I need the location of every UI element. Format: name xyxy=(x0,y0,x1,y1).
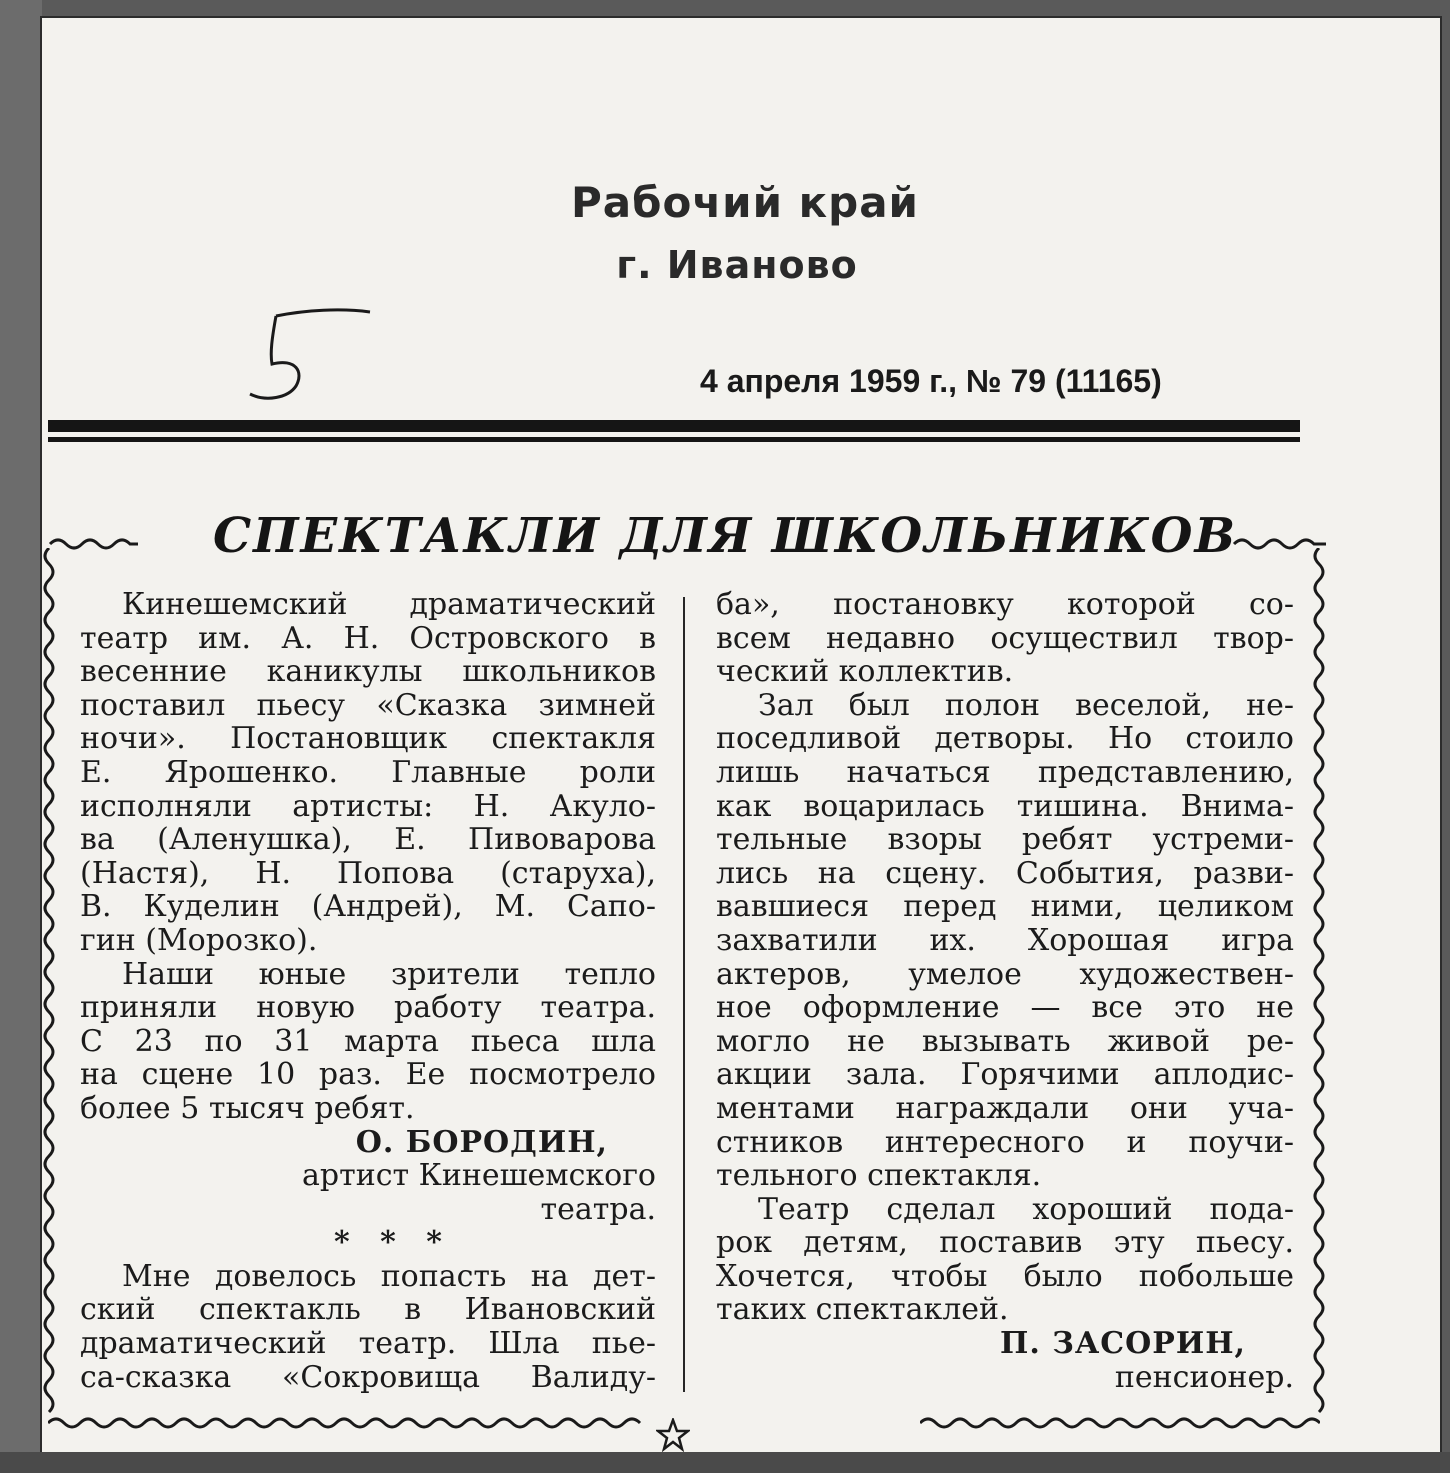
text-line: театр им. А. Н. Островского в xyxy=(80,620,656,656)
article-column-2 xyxy=(716,588,1294,1394)
text-line: поседливой детворы. Но стоило xyxy=(716,721,1294,757)
issue-date-number: 4 апреля 1959 г., № 79 (11165) xyxy=(700,363,1162,399)
text-line: тельные взоры ребят устреми- xyxy=(716,822,1294,858)
text-line: са-сказка «Сокровища Валиду- xyxy=(80,1359,656,1395)
wavy-border-bottom-right xyxy=(920,1410,1320,1436)
wavy-border-left xyxy=(36,548,62,1418)
article-column-1 xyxy=(80,588,656,1394)
text-line: Зал был полон веселой, не- xyxy=(758,687,1294,723)
text-line: могло не вызывать живой ре- xyxy=(716,1023,1294,1059)
text-line: акции зала. Горячими аплодис- xyxy=(716,1057,1294,1093)
text-line: весенние каникулы школьников xyxy=(80,654,656,690)
text-line: тельного спектакля. xyxy=(716,1158,1042,1194)
text-line: В. Куделин (Андрей), М. Сапо- xyxy=(80,889,656,925)
text-line: актеров, умелое художествен- xyxy=(716,956,1294,992)
header-rule-thin xyxy=(48,437,1300,442)
stamp-city: г. Иваново xyxy=(616,243,858,287)
scan-bottom-margin xyxy=(0,1452,1450,1473)
star-icon xyxy=(656,1418,690,1452)
column-divider xyxy=(683,597,685,1392)
author-position: пенсионер. xyxy=(1114,1359,1294,1395)
text-line: всем недавно осуществил твор- xyxy=(716,620,1294,656)
text-line: С 23 по 31 марта пьеса шла xyxy=(80,1023,656,1059)
text-line: Наши юные зрители тепло xyxy=(122,956,656,992)
text-line: ский спектакль в Ивановский xyxy=(80,1292,656,1328)
text-line: Кинешемский драматический xyxy=(122,587,656,622)
header-rule xyxy=(48,420,1300,432)
text-line: на сцене 10 раз. Ее посмотрело xyxy=(80,1057,656,1093)
wavy-border-right xyxy=(1306,548,1332,1418)
text-line: Театр сделал хороший пода- xyxy=(758,1191,1294,1227)
text-line: как воцарилась тишина. Внима- xyxy=(716,788,1294,824)
text-line: (Настя), Н. Попова (старуха), xyxy=(80,855,656,891)
text-line: лись на сцену. События, разви- xyxy=(716,855,1294,891)
text-line: ментами награждали они уча- xyxy=(716,1090,1294,1126)
text-line: ночи». Постановщик спектакля xyxy=(80,721,656,757)
wavy-border-bottom-left xyxy=(48,1410,648,1436)
author-signature: О. БОРОДИН, xyxy=(355,1124,608,1160)
text-line: рок детям, поставив эту пьесу. xyxy=(716,1225,1294,1261)
text-line: лишь начаться представлению, xyxy=(716,754,1294,790)
author-position: артист Кинешемского xyxy=(302,1158,656,1194)
text-line: более 5 тысяч ребят. xyxy=(80,1090,415,1126)
text-line: захватили их. Хорошая игра xyxy=(716,922,1294,958)
text-line: ва (Аленушка), Е. Пивоварова xyxy=(80,822,656,858)
text-line: поставил пьесу «Сказка зимней xyxy=(80,687,656,723)
text-line: приняли новую работу театра. xyxy=(80,990,656,1026)
author-signature: П. ЗАСОРИН, xyxy=(1000,1326,1246,1362)
text-line: Хочется, чтобы было побольше xyxy=(716,1258,1294,1294)
text-line: гин (Морозко). xyxy=(80,922,318,958)
author-position-2: театра. xyxy=(540,1191,656,1227)
text-line: вавшиеся перед ними, целиком xyxy=(716,889,1294,925)
text-line: ба», постановку которой со- xyxy=(716,587,1294,622)
text-line: Е. Ярошенко. Главные роли xyxy=(80,754,656,790)
text-line: драматический театр. Шла пье- xyxy=(80,1326,656,1362)
text-line: исполняли артисты: Н. Акуло- xyxy=(80,788,656,824)
text-line: таких спектаклей. xyxy=(716,1292,1009,1328)
text-line: Мне довелось попасть на дет- xyxy=(122,1258,656,1294)
text-line: ное оформление — все это не xyxy=(716,990,1294,1026)
handwritten-number-5 xyxy=(246,298,376,408)
stamp-newspaper-name: Рабочий край xyxy=(571,178,919,227)
article-headline: СПЕКТАКЛИ ДЛЯ ШКОЛЬНИКОВ xyxy=(212,508,1238,564)
section-separator: * * * xyxy=(334,1225,452,1261)
text-line: стников интересного и поучи- xyxy=(716,1124,1294,1160)
text-line: ческий коллектив. xyxy=(716,654,1014,690)
